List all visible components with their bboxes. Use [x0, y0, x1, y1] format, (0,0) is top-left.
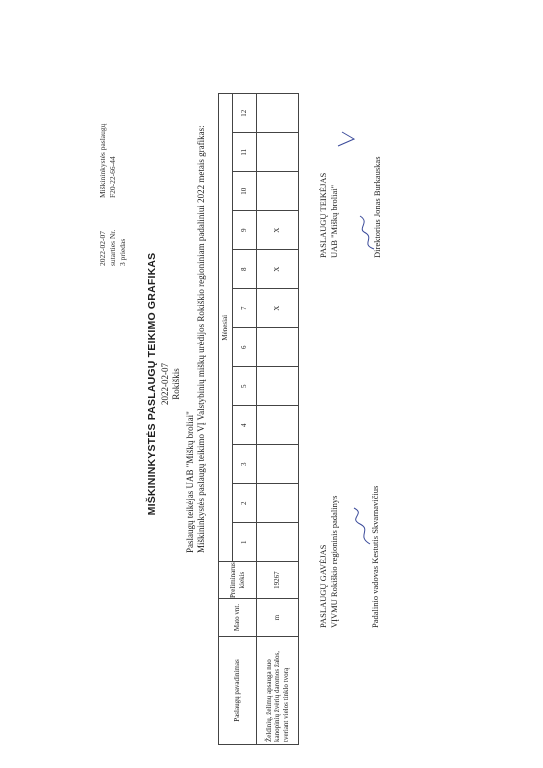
- month-number: 12: [233, 94, 257, 133]
- title-date: 2022-02-07: [160, 363, 170, 405]
- col-header-months: Mėnesiai: [219, 94, 233, 562]
- col-header-name: Paslaugų pavadinimas: [219, 637, 257, 745]
- month-number: 4: [233, 406, 257, 445]
- month-number: 10: [233, 172, 257, 211]
- month-mark: [257, 367, 299, 406]
- schedule-table: [218, 93, 299, 745]
- recipient-signer: Padalinio vadovas Kestutis Skvarnavičius: [370, 485, 380, 628]
- provider-label: PASLAUGŲ TEIKĖJAS: [318, 172, 328, 258]
- month-mark: X: [257, 250, 299, 289]
- month-mark: [257, 406, 299, 445]
- month-mark: [257, 523, 299, 562]
- provider-name: UAB "Miškų broliai": [329, 184, 339, 258]
- intro-provider: Paslaugų teikėjas UAB "Miškų broliai": [185, 411, 195, 553]
- col-header-quantity: Preliminarus kiekis: [219, 562, 257, 599]
- month-mark: [257, 445, 299, 484]
- month-mark: X: [257, 289, 299, 328]
- month-mark: [257, 94, 299, 133]
- title-place: Rokiškis: [171, 368, 181, 400]
- month-number: 7: [233, 289, 257, 328]
- month-number: 2: [233, 484, 257, 523]
- month-number: 9: [233, 211, 257, 250]
- header-date: 2022-02-07: [98, 231, 107, 266]
- provider-signer: Direktorius Jonas Burkauskas: [372, 156, 382, 258]
- provider-signature: [354, 212, 378, 252]
- month-number: 6: [233, 328, 257, 367]
- service-unit: m: [257, 599, 299, 637]
- month-number: 11: [233, 133, 257, 172]
- intro-description: Miškininkystės paslaugų teikimo VĮ Valstybinių miškų urėdijos Rokiškio regioniniam padaliniui 2022 metais grafikas:: [196, 125, 206, 553]
- month-number: 3: [233, 445, 257, 484]
- month-mark: [257, 172, 299, 211]
- table-row: [257, 94, 299, 745]
- month-number: 5: [233, 367, 257, 406]
- header-appendix: 3 priedas: [118, 238, 127, 266]
- recipient-signature: [352, 506, 374, 546]
- month-number: 1: [233, 523, 257, 562]
- recipient-label: PASLAUGŲ GAVĖJAS: [318, 544, 328, 628]
- month-mark: X: [257, 211, 299, 250]
- header-contract-title: Miškininkystės paslaugų: [98, 123, 107, 198]
- month-mark: [257, 484, 299, 523]
- month-mark: [257, 133, 299, 172]
- month-mark: [257, 328, 299, 367]
- page-title: MIŠKININKYSTĖS PASLAUGŲ TEIKIMO GRAFIKAS: [146, 252, 158, 516]
- col-header-unit: Mato vnt.: [219, 599, 257, 637]
- service-quantity: 19267: [257, 562, 299, 599]
- header-contract-no: F20-22-66-44: [108, 156, 117, 198]
- header-contract-label: sutarties Nr.: [108, 229, 117, 266]
- recipient-name: VĮVMU Rokiškio regioninis padalinys: [329, 495, 339, 628]
- service-name: Želdinių, želimų apsauga nuo kanopinių žvėrių daromos žalos, tveriant vielos tinklo tvorą: [257, 637, 299, 745]
- provider-signature-tick: [336, 130, 356, 148]
- month-number: 8: [233, 250, 257, 289]
